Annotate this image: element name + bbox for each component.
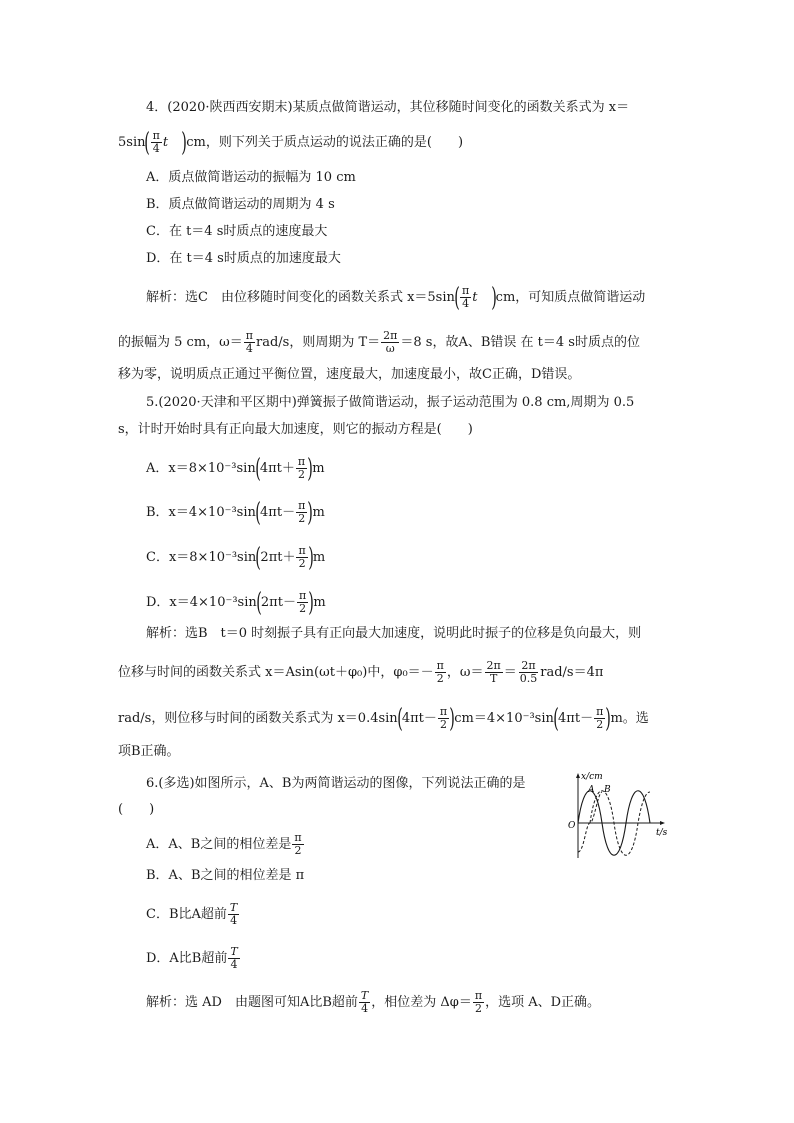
q4-stem-line1: 4．(2020·陕西西安期末)某质点做简谐运动，其位移随时间变化的函数关系式为 x＝ [146,100,630,115]
q6-option-a: A．A、B之间的相位差是 $\frac{\pi}{2}$ [146,831,302,857]
q5-stem-line2: s，计时开始时具有正向最大加速度，则它的振动方程是( ) [118,422,473,437]
q6-analysis: 解析：选 AD 由题图可知A比B超前 $\frac{T}{4}$ ，相位差为 Δφ＝ $\frac{\pi}{2}$ ，选项 A、D正确。 [146,989,601,1015]
q4-analysis-line3: 移为零，说明质点正通过平衡位置，速度最大，加速度最小，故C正确，D错误。 [118,367,581,382]
q5-analysis-line1: 解析：选B t＝0 时刻振子具有正向最大加速度，说明此时振子的位移是负向最大，则 [146,626,642,641]
q5-analysis-line3: rad/s，则位移与时间的函数关系式为 x＝0.4sin(4πt－ $\frac{\pi}{2}$ )cm＝4×10⁻³sin(4πt－ $\frac{\pi}{2}$ )m。选 [118,703,649,734]
q4-option-c: C．在 t＝4 s时质点的速度最大 [146,224,328,239]
q6-option-b: B．A、B之间的相位差是 π [146,868,305,883]
wave-graph [566,770,676,860]
q6-option-d: D．A比B超前 $\frac{T}{4}$ [146,945,238,971]
origin-label: O [568,821,576,831]
q5-option-a: A．x＝8×10⁻³sin(4πt＋ $\frac{\pi}{2}$ )m [146,453,325,484]
x-axis-label: t/s [656,828,668,838]
q5-option-c: C．x＝8×10⁻³sin(2πt＋ $\frac{\pi}{2}$ )m [146,542,326,573]
q4-analysis-line2: 的振幅为 5 cm，ω＝ $\frac{\pi}{4}$ rad/s，则周期为 T＝ $\frac{2\pi}{\omega}$ ＝8 s，故A、B错误 在 t＝4 s时质点的位 [118,329,640,355]
q4-option-b: B．质点做简谐运动的周期为 4 s [146,197,335,212]
q6-stem-line2: ( ) [118,802,155,817]
q4-option-d: D．在 t＝4 s时质点的加速度最大 [146,251,341,266]
q6-option-c: C．B比A超前 $\frac{T}{4}$ [146,901,238,927]
curve-a-label: A [588,785,595,795]
q5-analysis-line4: 项B正确。 [118,744,180,759]
x-axis-arrow [660,821,665,825]
q4-stem-line2: 5sin( $\frac{\pi}{4}$ t )cm，则下列关于质点运动的说法正确的是( ) [118,127,464,158]
q5-analysis-line2: 位移与时间的函数关系式 x＝Asin(ωt＋φ₀)中，φ₀＝－ $\frac{\pi}{2}$ ，ω＝ $\frac{2\pi}{T}$ ＝ $\frac{2\pi}{0.5}$ rad/s＝4π [118,659,604,685]
y-axis-label: x/cm [581,772,603,782]
q4-option-a: A．质点做简谐运动的振幅为 10 cm [146,170,356,185]
q6-stem-line1: 6.(多选)如图所示，A、B为两简谐运动的图像，下列说法正确的是 [146,776,526,791]
fraction: $\frac{\pi}{4}$ [152,129,160,155]
q4-analysis-line1: 解析：选C 由位移随时间变化的函数关系式 x＝5sin( $\frac{\pi}{4}$ t )cm，可知质点做简谐运动 [146,282,646,313]
curve-b-label: B [604,785,611,795]
q5-stem-line1: 5.(2020·天津和平区期中)弹簧振子做简谐运动，振子运动范围为 0.8 cm,周期为 0.5 [146,395,635,410]
q5-option-b: B．x＝4×10⁻³sin(4πt－ $\frac{\pi}{2}$ )m [146,497,325,528]
y-axis-arrow [576,773,580,778]
q5-option-d: D．x＝4×10⁻³sin(2πt－ $\frac{\pi}{2}$ )m [146,587,326,618]
